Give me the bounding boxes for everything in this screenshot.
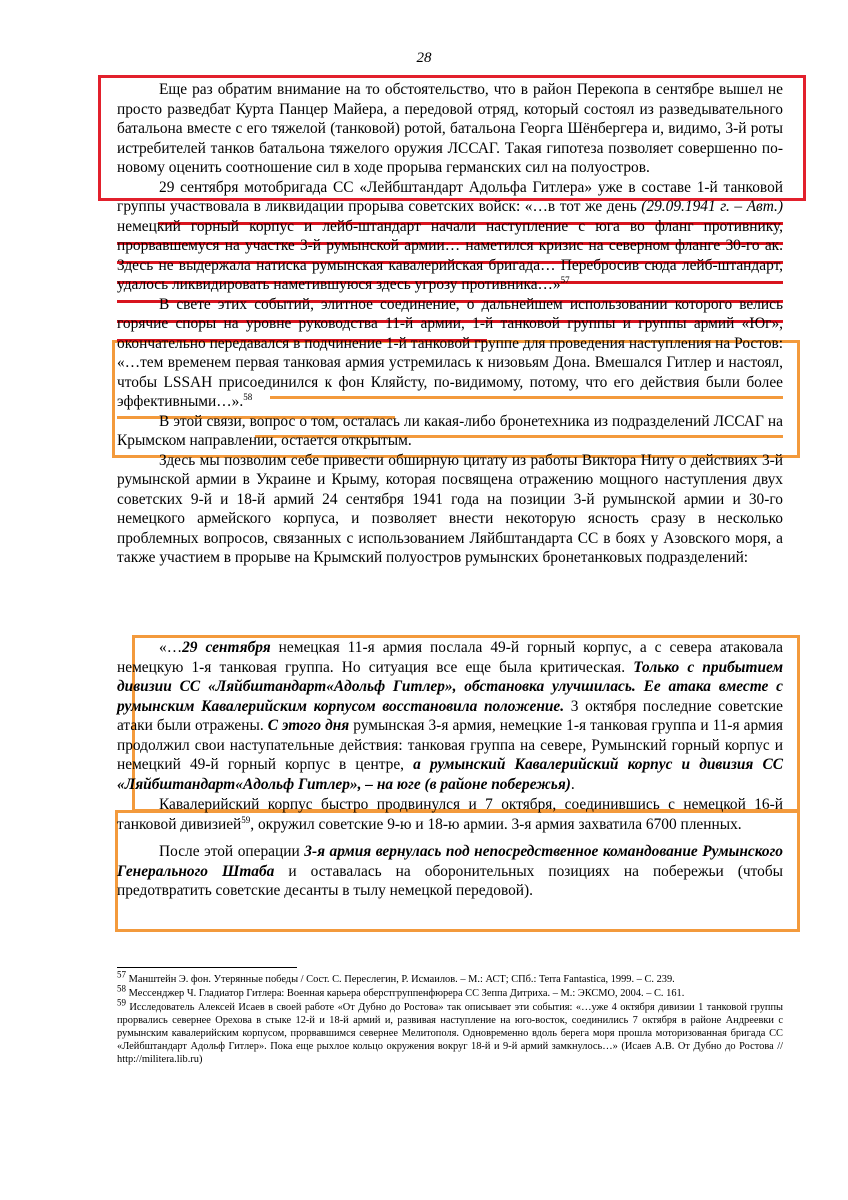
- paragraph: Еще раз обратим внимание на то обстоятельство, что в район Перекопа в сентябре вышел не просто разведбат Курта Панцер Майера, а передовой отряд, который состоял из разведывательного батальона вместе с его тяжелой (танковой) ротой, батальона Георга Шёнбергера и, видимо, 3-й роты истребителей танков батальона тяжелого оружия ЛССАГ. Такая гипотеза позволяет совершенно по-новому оценить соотношение сил в ходе прорыва германских сил на полуостров.: [117, 81, 783, 176]
- quote-paragraph: После этой операции 3-я армия вернулась под непосредственное командование Румынского Генерального Штаба и оставалась на оборонительных позициях на побережьи (чтобы предотвратить советские десанты в тылу немецкой передовой).: [117, 843, 784, 899]
- footnotes: [117, 969, 783, 1067]
- footnote: $^{57}$ Манштейн Э. фон. Утерянные победы / Сост. С. Переслегин, Р. Исмаилов. – М.: АСТ; СПб.: Terra Fantastica, 1999. – С. 239.: [117, 969, 675, 985]
- paragraph: 29 сентября мотобригада СС «Лейбштандарт Адольфа Гитлера» уже в составе 1-й танковой группы участвовала в ликвидации прорыва советских войск: «…в тот же день (29.09.1941 г. – Авт.) немецкий горный корпус и лейб-штандарт начали наступление с юга во фланг противнику, прорвавшемуся на участке 3-й румынской армии… наметился кризис на северном фланге 30-го ак. Здесь не выдержала натиска румынская кавалерийская бригада… Перебросив сюда лейб-штандарт, удалось ликвидировать наметившуюся здесь угрозу противника…»$^{57}$: [117, 178, 783, 293]
- quote-paragraph: «…29 сентября немецкая 11-я армия послала 49-й горный корпус, а с севера атаковала немецкую 1-я танковая группа. Но ситуация все еще была критическая. Только с прибытием дивизии СС «Ляйбштандарт«Адольф Гитлер», обстановка улучшилась. Ее атака вместе с румынским Кавалерийским корпусом восстановила положение. 3 октября последние советские атаки были отражены. С этого дня румынская 3-я армия, немецкие 1-я танковая группа и 11-я армия продолжил свои наступательные действия: танковая группа на севере, Румынский горный корпус и немецкий 49-й горный корпус в центре, а румынский Кавалерийский корпус и дивизия СС «Ляйбштандарт«Адольф Гитлер», – на юге (в районе побережья).: [117, 639, 783, 793]
- paragraph: В этой связи, вопрос о том, осталась ли какая-либо бронетехника из подразделений ЛССАГ на Крымском направлении, остается открытым.: [117, 412, 783, 449]
- page-number: 28: [416, 50, 432, 66]
- paragraph: Здесь мы позволим себе привести обширную цитату из работы Виктора Ниту о действиях 3-й румынской армии в Украине и Крыму, которая посвящена отражению мощного наступления двух советских 9-й и 18-й армий 24 сентября 1941 года на позиции 3-й румынской армии и 30-го немецкого армейского корпуса, и позволяет внести некоторую ясность сразу в несколько проблемных вопросов, связанных с использованием Ляйбштандарта СС в боях у Азовского моря, а также участием в прорыве на Крымский полуостров румынских бронетанковых подразделений:: [117, 451, 783, 566]
- footnote: $^{58}$ Мессенджер Ч. Гладиатор Гитлера: Военная карьера оберстгруппенфюрера СС Зеппа Дитриха. – М.: ЭКСМО, 2004. – С. 161.: [117, 983, 685, 999]
- footnote: $^{59}$ Исследователь Алексей Исаев в своей работе «От Дубно до Ростова» так описывает эти события: «…уже 4 октября дивизии 1 танковой группы прорвались севернее Орехова в стыке 12-й и 18-й армий и, развивая наступление на юго-восток, соединились 7 октября в районе Андреевки с румынским кавалерийским корпусом, прорвавшимся севернее Мелитополя. Одновременно вдоль берега моря прошла моторизованная бригада СС «Лейбштандарт Адольф Гитлер». Пока еще рыхлое кольцо окружения вокруг 18-й и 9-й армий замкнулось…» (Исаев А.В. От Дубно до Ростова // http://militera.lib.ru): [117, 997, 783, 1065]
- footnote-divider: [117, 967, 297, 968]
- quote-paragraph: Кавалерийский корпус быстро продвинулся и 7 октября, соединившись с немецкой 16-й танковой дивизией$^{59}$, окружил советские 9-ю и 18-ю армии. 3-я армия захватила 6700 пленных.: [117, 796, 783, 833]
- main-text-block-1: [117, 80, 783, 568]
- paragraph: В свете этих событий, элитное соединение, о дальнейшем использовании которого велись горячие споры на уровне руководства 11-й армии, 1-й танковой группы и группы армий «Юг», окончательно передавался в подчинение 1-й танковой группе для проведения наступления на Ростов: «…тем временем первая танковая армия устремилась к низовьям Дона. Вмешался Гитлер и настоял, чтобы LSSAH присоединился к фон Кляйсту, по-видимому, потому, что его действия были более эффективными…».$^{58}$: [117, 295, 783, 410]
- footnote-ref: 57: [560, 274, 570, 285]
- footnote-ref: 58: [243, 391, 253, 402]
- main-text-block-2: [117, 638, 783, 901]
- footnote-ref: 59: [241, 814, 251, 825]
